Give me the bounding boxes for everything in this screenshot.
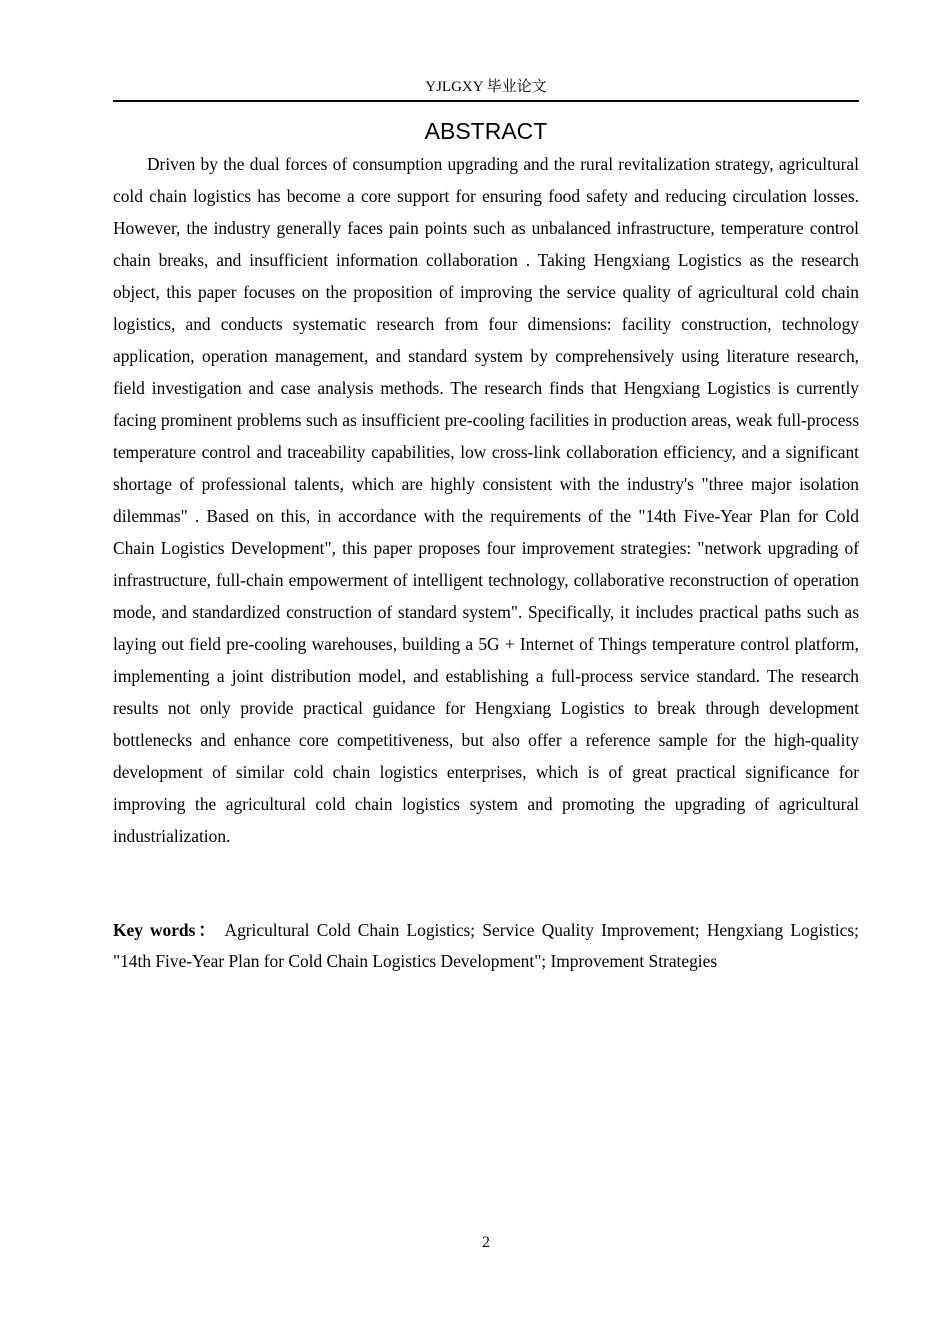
running-header: YJLGXY 毕业论文 — [425, 79, 547, 95]
abstract-title: ABSTRACT — [424, 118, 548, 144]
keywords-paragraph — [113, 915, 859, 977]
keywords-label — [113, 920, 219, 940]
abstract-paragraph: Driven by the dual forces of consumption upgrading and the rural revitalization strategy, agricultural cold chain logistics has become a core support for ensuring food safety and reducing circulation losses. However, the industry generally faces pain points such as unbalanced infrastructure, temperature control chain breaks, and insufficient information collaboration . Taking Hengxiang Logistics as the research object, this paper focuses on the proposition of improving the service quality of agricultural cold chain logistics, and conducts systematic research from four dimensions: facility construction, technology application, operation management, and standard system by comprehensively using literature research, field investigation and case analysis methods. The research finds that Hengxiang Logistics is currently facing prominent problems such as insufficient pre-cooling facilities in production areas, weak full-process temperature control and traceability capabilities, low cross-link collaboration efficiency, and a significant shortage of professional talents, which are highly consistent with the industry's "three major isolation dilemmas" . Based on this, in accordance with the requirements of the "14th Five-Year Plan for Cold Chain Logistics Development", this paper proposes four improvement strategies: "network upgrading of infrastructure, full-chain empowerment of intelligent technology, collaborative reconstruction of operation mode, and standardized construction of standard system". Specifically, it includes practical paths such as laying out field pre-cooling warehouses, building a 5G + Internet of Things temperature control platform, implementing a joint distribution model, and establishing a full-process service standard. The research results not only provide practical guidance for Hengxiang Logistics to break through development bottlenecks and enhance core competitiveness, but also offer a reference sample for the high-quality development of similar cold chain logistics enterprises, which is of great practical significance for improving the agricultural cold chain logistics system and promoting the upgrading of agricultural industrialization. — [113, 154, 859, 846]
keywords-label-key: Key — [113, 920, 143, 940]
keywords-label-words: words： — [149, 920, 219, 940]
header-rule — [113, 100, 859, 102]
page-number: 2 — [482, 1234, 490, 1251]
keywords-text: Agricultural Cold Chain Logistics; Service Quality Improvement; Hengxiang Logistics; "14th Five-Year Plan for Cold Chain Logistics Development"; Improvement Strategies — [113, 920, 859, 971]
